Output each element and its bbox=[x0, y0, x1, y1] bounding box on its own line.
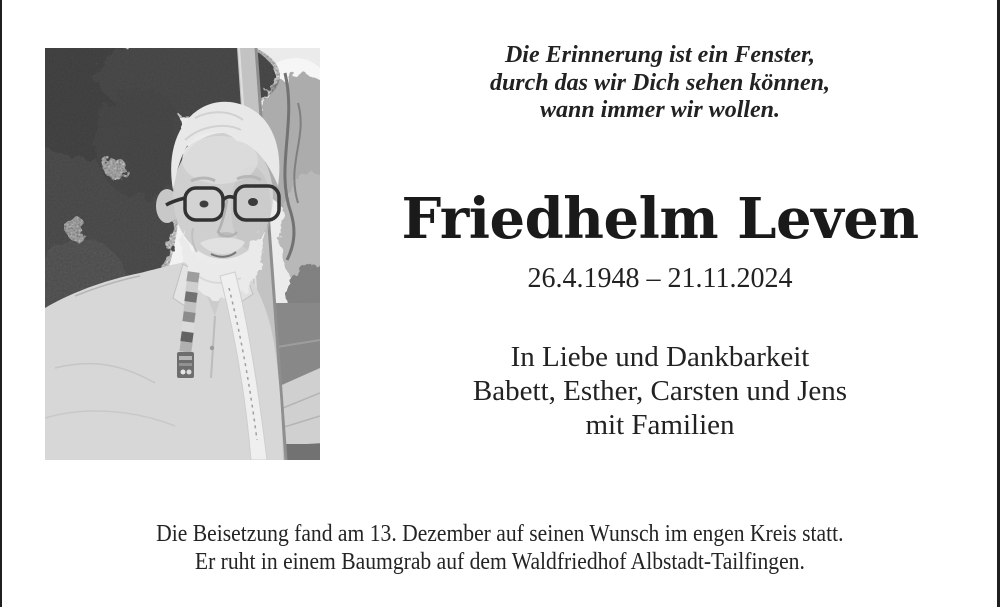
deceased-name: Friedhelm Leven bbox=[401, 186, 919, 252]
funeral-line-2: Er ruht in einem Baumgrab auf dem Waldfriedhof Albstadt-Tailfingen. bbox=[194, 548, 805, 575]
funeral-note bbox=[0, 521, 1000, 576]
quote-line-3: wann immer wir wollen. bbox=[539, 97, 781, 123]
family-names: Babett, Esther, Carsten und Jens bbox=[472, 375, 848, 407]
portrait-photo-illustration bbox=[45, 48, 320, 460]
family-suffix: mit Familien bbox=[585, 409, 735, 441]
memorial-quote bbox=[350, 42, 970, 125]
quote-line-1: Die Erinnerung ist ein Fenster, bbox=[504, 42, 816, 68]
family-tribute bbox=[350, 340, 970, 442]
tribute-line: In Liebe und Dankbarkeit bbox=[510, 341, 810, 373]
quote-line-2: durch das wir Dich sehen können, bbox=[489, 69, 831, 96]
left-column-rule bbox=[0, 0, 2, 607]
portrait-photo bbox=[45, 48, 320, 460]
funeral-line-1: Die Beisetzung fand am 13. Dezember auf seinen Wunsch im engen Kreis statt. bbox=[156, 521, 844, 547]
life-dates: 26.4.1948 – 21.11.2024 bbox=[527, 263, 793, 294]
